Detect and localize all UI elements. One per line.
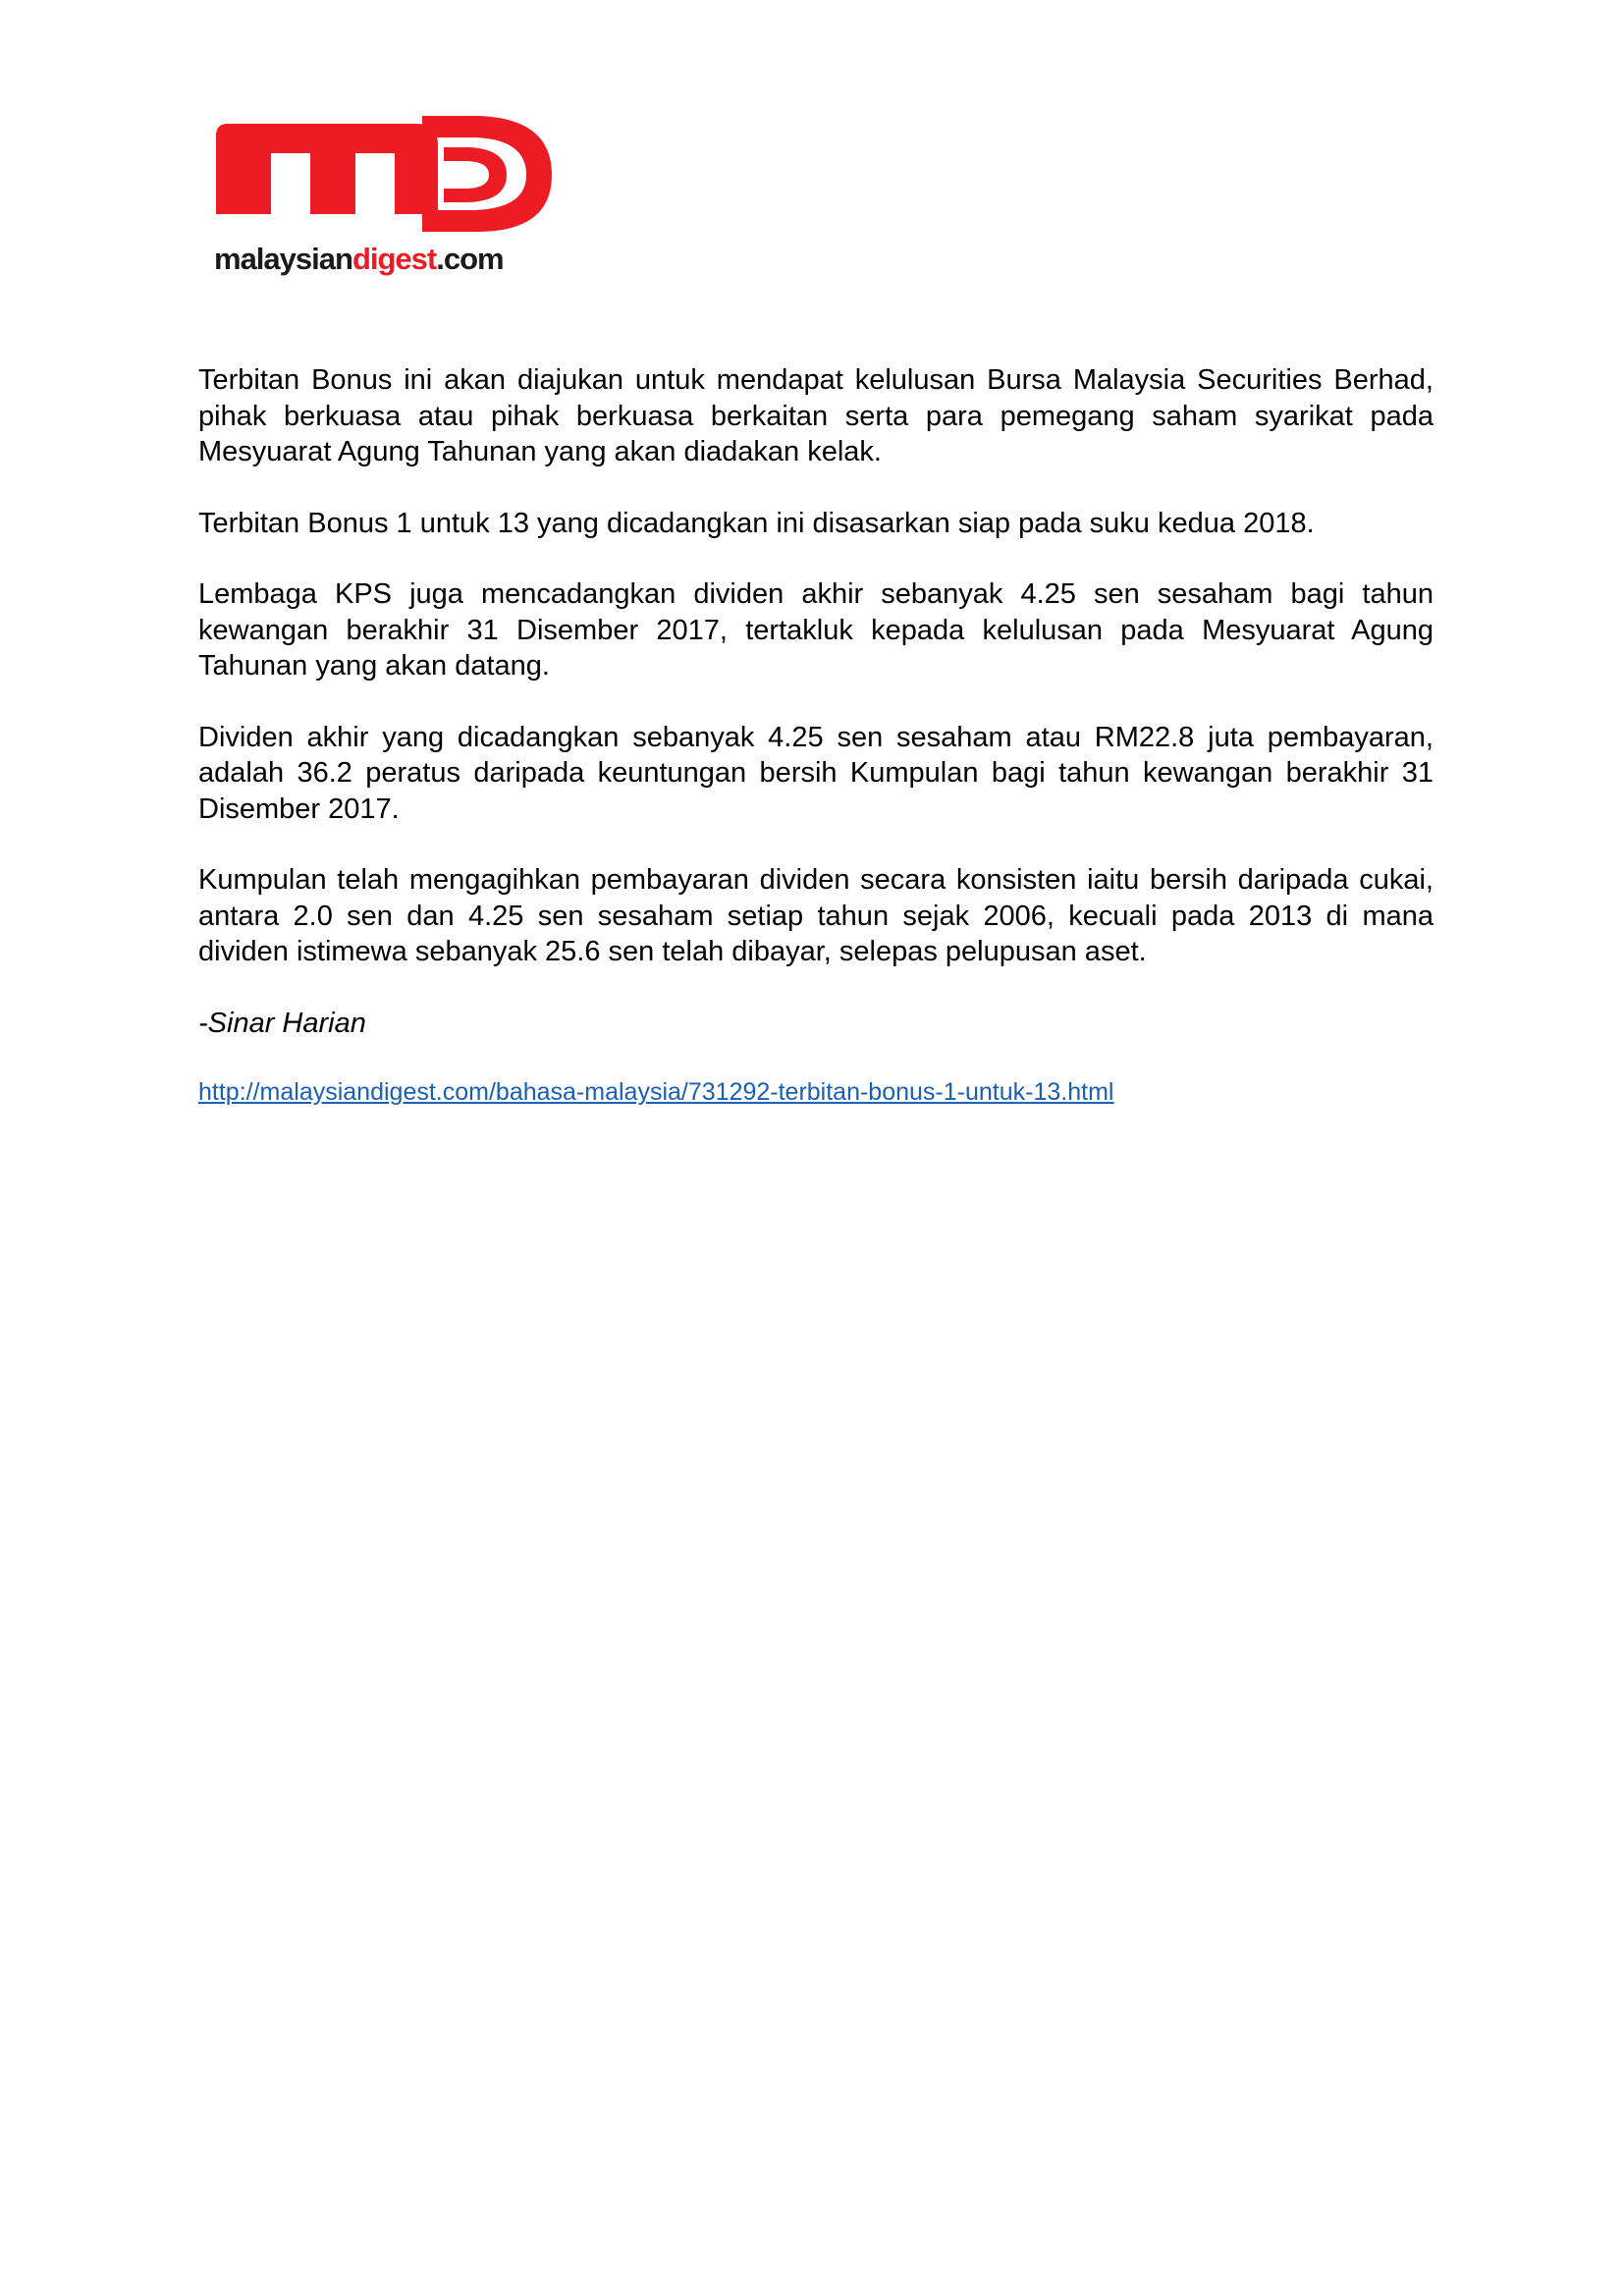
md-logo-mark (212, 114, 566, 281)
article-paragraph: Kumpulan telah mengagihkan pembayaran dividen secara konsisten iaitu bersih daripada cukai, antara 2.0 sen dan 4.25 sen sesaham setiap tahun sejak 2006, kecuali pada 2013 di mana dividen istimewa sebanyak 25.6 sen telah dibayar, selepas pelupusan aset. (198, 864, 1434, 967)
article-paragraph: Terbitan Bonus 1 untuk 13 yang dicadangkan ini disasarkan siap pada suku kedua 2018. (198, 507, 1315, 539)
source-credit: -Sinar Harian (198, 1007, 366, 1039)
logo-d-inner (444, 147, 507, 202)
article-paragraph: Dividen akhir yang dicadangkan sebanyak 4.25 sen sesaham atau RM22.8 juta pembayaran, adalah 36.2 peratus daripada keuntungan bersih Kumpulan bagi tahun kewangan berakhir 31 Disember 2017. (198, 721, 1434, 825)
article-paragraph: Lembaga KPS juga mencadangkan dividen akhir sebanyak 4.25 sen sesaham bagi tahun kewangan berakhir 31 Disember 2017, tertakluk kepada kelulusan pada Mesyuarat Agung Tahunan yang akan datang. (198, 578, 1434, 682)
article-body (198, 362, 1434, 1108)
malaysiandigest-logo (212, 114, 566, 281)
logo-m-shape (216, 124, 438, 214)
logo-d-outer (422, 116, 552, 232)
source-url-link[interactable]: http://malaysiandigest.com/bahasa-malaysia/731292-terbitan-bonus-1-untuk-13.html (198, 1078, 1114, 1106)
logo-wordmark: malaysiandigest.com (214, 242, 504, 276)
article-paragraph: Terbitan Bonus ini akan diajukan untuk mendapat kelulusan Bursa Malaysia Securities Berhad, pihak berkuasa atau pihak berkuasa berkaitan serta para pemegang saham syarikat pada Mesyuarat Agung Tahunan yang akan diadakan kelak. (198, 364, 1434, 467)
